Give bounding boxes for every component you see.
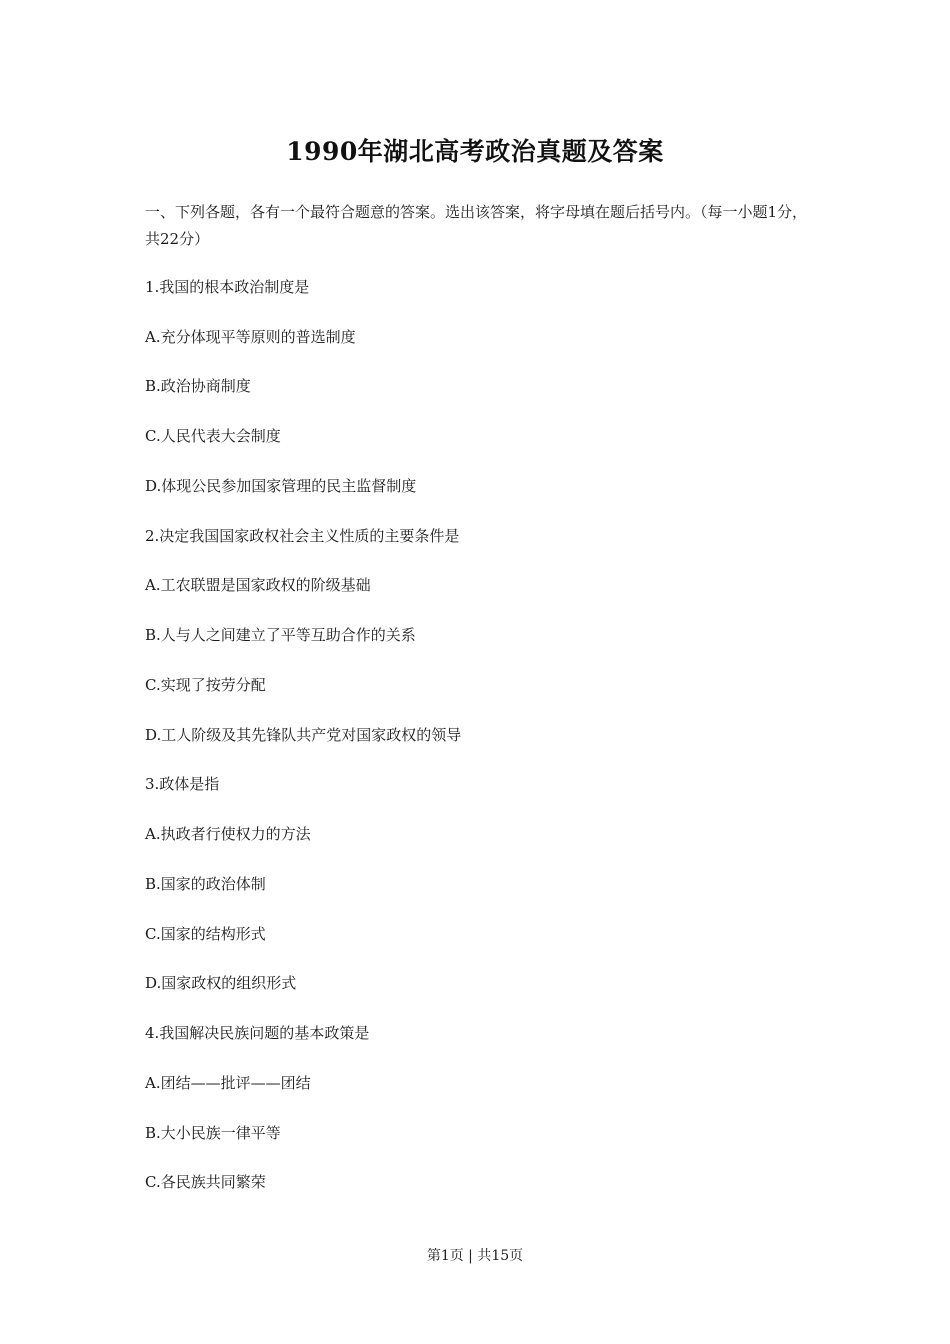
question-4-option-a: A.团结——批评——团结	[145, 1074, 311, 1092]
question-4-stem: 4.我国解决民族问题的基本政策是	[145, 1024, 370, 1042]
question-4-option-b: B.大小民族一律平等	[145, 1124, 281, 1142]
page-footer: 第1页 | 共15页	[426, 1248, 524, 1264]
question-3-option-a: A.执政者行使权力的方法	[145, 825, 311, 843]
question-3-option-c: C.国家的结构形式	[145, 925, 266, 943]
question-2-option-c: C.实现了按劳分配	[145, 676, 266, 694]
question-1-option-d: D.体现公民参加国家管理的民主监督制度	[145, 477, 417, 495]
document-title: 1990年湖北高考政治真题及答案	[286, 137, 664, 166]
question-3-option-b: B.国家的政治体制	[145, 875, 266, 893]
question-1-option-a: A.充分体现平等原则的普选制度	[145, 328, 356, 346]
question-4-option-c: C.各民族共同繁荣	[145, 1173, 266, 1191]
question-1-stem: 1.我国的根本政治制度是	[145, 278, 310, 296]
question-3-option-d: D.国家政权的组织形式	[145, 974, 297, 992]
question-2-option-d: D.工人阶级及其先锋队共产党对国家政权的领导	[145, 726, 462, 744]
question-1-option-c: C.人民代表大会制度	[145, 427, 281, 445]
question-2-option-a: A.工农联盟是国家政权的阶级基础	[145, 576, 371, 594]
question-2-option-b: B.人与人之间建立了平等互助合作的关系	[145, 626, 416, 644]
section-intro: 一、下列各题，各有一个最符合题意的答案。选出该答案，将字母填在题后括号内。（每一小题1分，共22分）	[145, 203, 808, 248]
question-1-option-b: B.政治协商制度	[145, 377, 251, 395]
question-2-stem: 2.决定我国国家政权社会主义性质的主要条件是	[145, 527, 460, 545]
question-3-stem: 3.政体是指	[145, 775, 220, 793]
